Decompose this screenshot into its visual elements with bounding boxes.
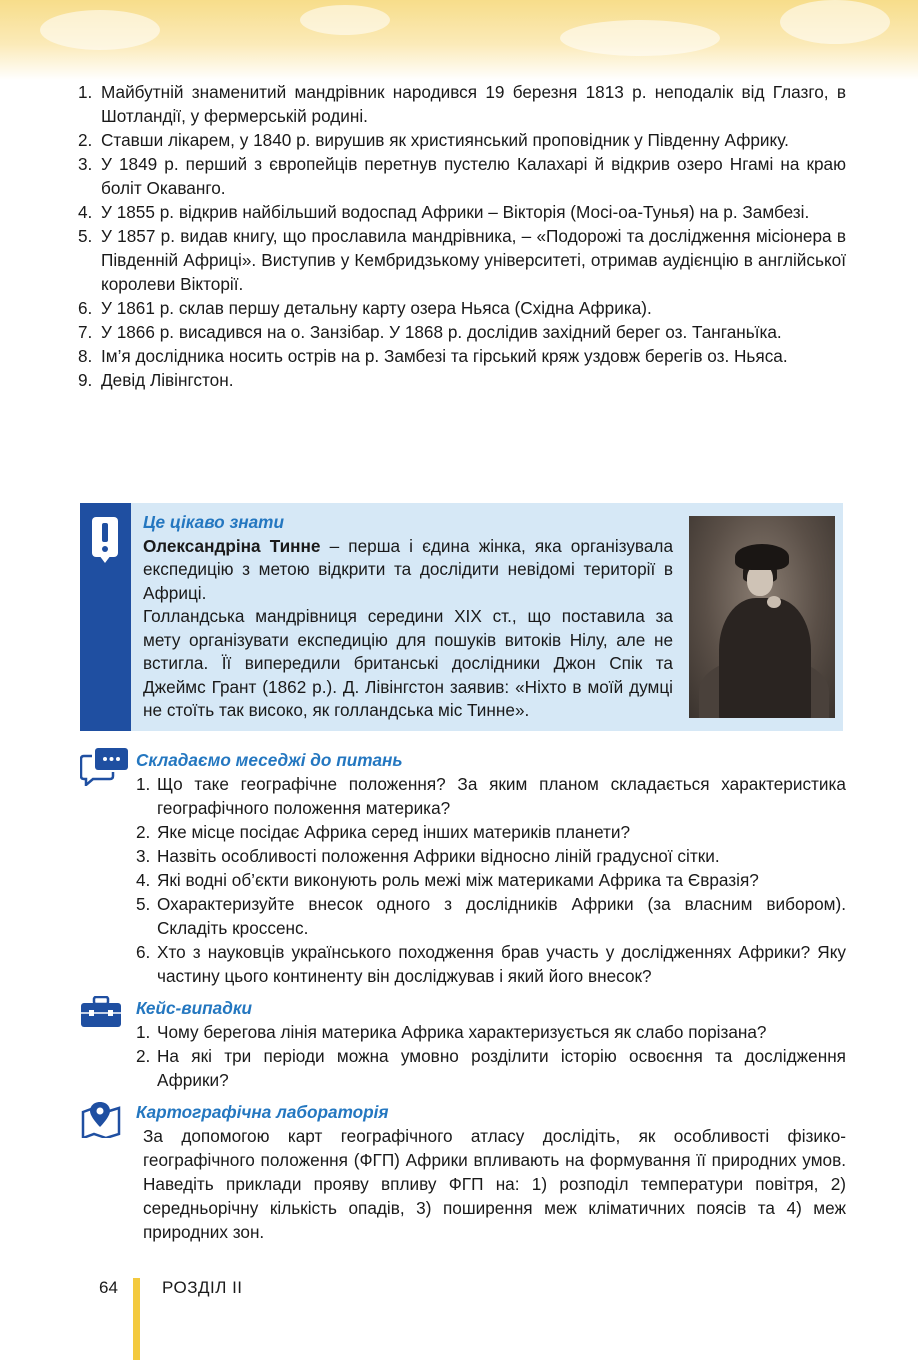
chat-bubble-icon (80, 748, 130, 791)
map-lab-section (80, 1100, 846, 1250)
list-item: 3. У 1849 р. перший з європейців перетнув пустелю Калахарі й відкрив озеро Нгамі на краю боліт Окаванго. (78, 154, 846, 198)
list-item: 1. Майбутній знаменитий мандрівник народився 19 березня 1813 р. неподалік від Глазго, в Шотландії, у фермерській родині. (78, 82, 846, 126)
list-item: 2. На які три періоди можна умовно розділити історію освоєння та дослідження Африки? (136, 1046, 846, 1090)
list-item: 2. Яке місце посідає Африка серед інших материків планети? (136, 822, 631, 842)
list-item: 6. Хто з науковців українського походження брав участь у дослідженнях Африки? Яку частину цього континенту він досліджував і який його внесок? (136, 942, 846, 986)
map-pin-icon (80, 1100, 122, 1143)
list-item: 7. У 1866 р. висадився на о. Занзібар. У 1868 р. дослідив західний берег оз. Танганьїка. (78, 322, 782, 342)
exclamation-icon (92, 517, 118, 557)
cases-section (80, 996, 846, 1092)
messages-question-list (136, 772, 846, 988)
page-number: 64 (99, 1278, 118, 1297)
livingstone-facts-list (78, 80, 846, 392)
list-item: 2. Ставши лікарем, у 1840 р. вирушив як християнський проповідник у Південну Африку. (78, 130, 789, 150)
map-lab-task-text: За допомогою карт географічного атласу дослідіть, як особливості фізико-географічного положення (ФГП) Африки впливають на формування її природних умов. Наведіть приклади прояву впливу ФГП на: 1) розподіл температури повітря, 2) середньорічну кількість опадів, 3) поширення меж кліматичних поясів та 4) меж природних зон. (143, 1126, 846, 1242)
messages-title: Складаємо меседжі до питань (136, 750, 403, 770)
list-item: 4. У 1855 р. відкрив найбільший водоспад Африки – Вікторія (Мосі-оа-Тунья) на р. Замбезі. (78, 202, 810, 222)
infobox-text (143, 511, 673, 723)
briefcase-icon (80, 996, 122, 1033)
list-item: 1. Чому берегова лінія материка Африка характеризується як слабо порізана? (136, 1022, 767, 1042)
map-lab-title: Картографічна лабораторія (136, 1102, 389, 1122)
list-item: 6. У 1861 р. склав першу детальну карту озера Ньяса (Східна Африка). (78, 298, 652, 318)
list-item: 1. Що таке географічне положення? За яким планом складається характеристика географічного положення материка? (136, 774, 846, 818)
infobox-side-bar (80, 503, 131, 731)
cases-title: Кейс-випадки (136, 998, 253, 1018)
infobox-heading: Це цікаво знати (143, 512, 284, 532)
list-item: 4. Які водні об’єкти виконують роль межі між материками Африка та Євразія? (136, 870, 759, 890)
footer-divider (133, 1278, 140, 1360)
portrait-photo (689, 516, 835, 718)
list-item: 5. У 1857 р. видав книгу, що прославила мандрівника, – «Подорожі та дослідження місіонера в Південній Африці». Виступив у Кембридзькому університеті, отримав аудієнцію в англійської королеви Вікторії. (78, 226, 846, 294)
list-item: 9. Девід Лівінгстон. (78, 370, 234, 390)
list-item: 8. Ім’я дослідника носить острів на р. Замбезі та гірський кряж уздовж берегів оз. Ньяса. (78, 346, 788, 366)
traveler-name: Олександріна Тинне (143, 535, 321, 556)
list-item: 5. Охарактеризуйте внесок одного з дослідників Африки (за власним вибором). Складіть кроссенс. (136, 894, 846, 938)
infobox-paragraph-2: Голландська мандрівниця середини XIX ст., що поставила за мету організувати експедицію для пошуків витоків Нілу, але не встигла. Її випередили британські дослідники Джон Спік та Джеймс Грант (1862 р.). Д. Лівінгстон заявив: «Ніхто в моїй думці не стоїть так високо, як голландська міс Тинне». (143, 606, 673, 720)
cases-question-list (136, 1020, 846, 1092)
infobox-paragraph-1: Олександріна Тинне – перша і єдина жінка, яка організувала експедицію з метою відкрити та дослідити невідомі території в Африці. (143, 535, 674, 603)
messages-section (80, 748, 846, 988)
list-item: 3. Назвіть особливості положення Африки відносно ліній градусної сітки. (136, 846, 720, 866)
interesting-facts-box (80, 503, 843, 731)
section-label: РОЗДІЛ II (162, 1278, 243, 1297)
